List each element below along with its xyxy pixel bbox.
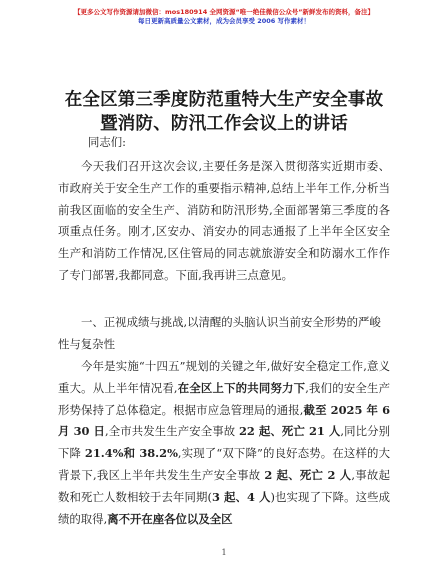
text-run: ,事故起数和死亡人数相较于去年同期(: [58, 467, 390, 504]
promo-banner-line2: 每日更新高质量公文素材，成为会员享受 2006 写作素材！: [137, 17, 311, 25]
bold-run: 21.4%和 38.2%: [84, 446, 178, 461]
bold-run: 在全区上下的共同努力下: [177, 380, 306, 395]
bold-run: 3 起、4 人: [211, 489, 271, 504]
text-run: 今年是实施“十四五”规划的关键之年,做好安全稳定工作,意义重大。从上半年情况看,: [58, 359, 390, 395]
text-run: ,我们的安全生产形势保持了总体稳定。根据市应急管理局的通报,: [58, 380, 390, 417]
paragraph-intro: 今天我们召开这次会议,主要任务是深入贯彻落实近期市委、市政府关于安全生产工作的重要指示精神,总结上半年工作,分析当前我区面临的安全生产、消防和防汛形势,全面部署第三季度的各项重点任务。刚才,区安办、消安办的同志通报了上半年全区安全生产和消防工作情况,区住管局的同志就旅游安全和防溺水工作作了专门部署,我都同意。下面,我再讲三点意见。: [58, 159, 390, 282]
page-number: 1: [221, 548, 227, 557]
paragraph-situation: [58, 356, 390, 530]
bold-run: 2 起、死亡 2 人: [264, 467, 352, 482]
promo-banner-line1: 【更多公文写作资源请加微信：mos180914 全网资源“唯一绝佳微信公众号”新鲜发布的资料，备注】: [73, 8, 375, 16]
greeting: 同志们:: [88, 135, 127, 149]
bold-run: 离不开在座各位以及全区: [107, 511, 233, 526]
text-run: ,实现了“双下降”的良好态势。在这样的大背景下,我区上半年共发生生产安全事故: [58, 446, 390, 482]
text-run: ,全市共发生生产安全事故: [105, 424, 239, 439]
section-heading-1: 一、正视成绩与挑战,以清醒的头脑认识当前安全形势的严峻性与复杂性: [58, 315, 381, 351]
bold-run: 22 起、死亡 21 人: [238, 424, 341, 439]
promo-banner: [0, 8, 448, 26]
bold-run: 截至 2025 年 6 月 30 日: [58, 402, 391, 439]
text-run: )也实现了下降。这些成绩的取得,: [58, 489, 390, 526]
text-run: ,同比分别下降: [58, 424, 390, 461]
document-title: 在全区第三季度防范重特大生产安全事故暨消防、防汛工作会议上的讲话: [64, 90, 384, 134]
